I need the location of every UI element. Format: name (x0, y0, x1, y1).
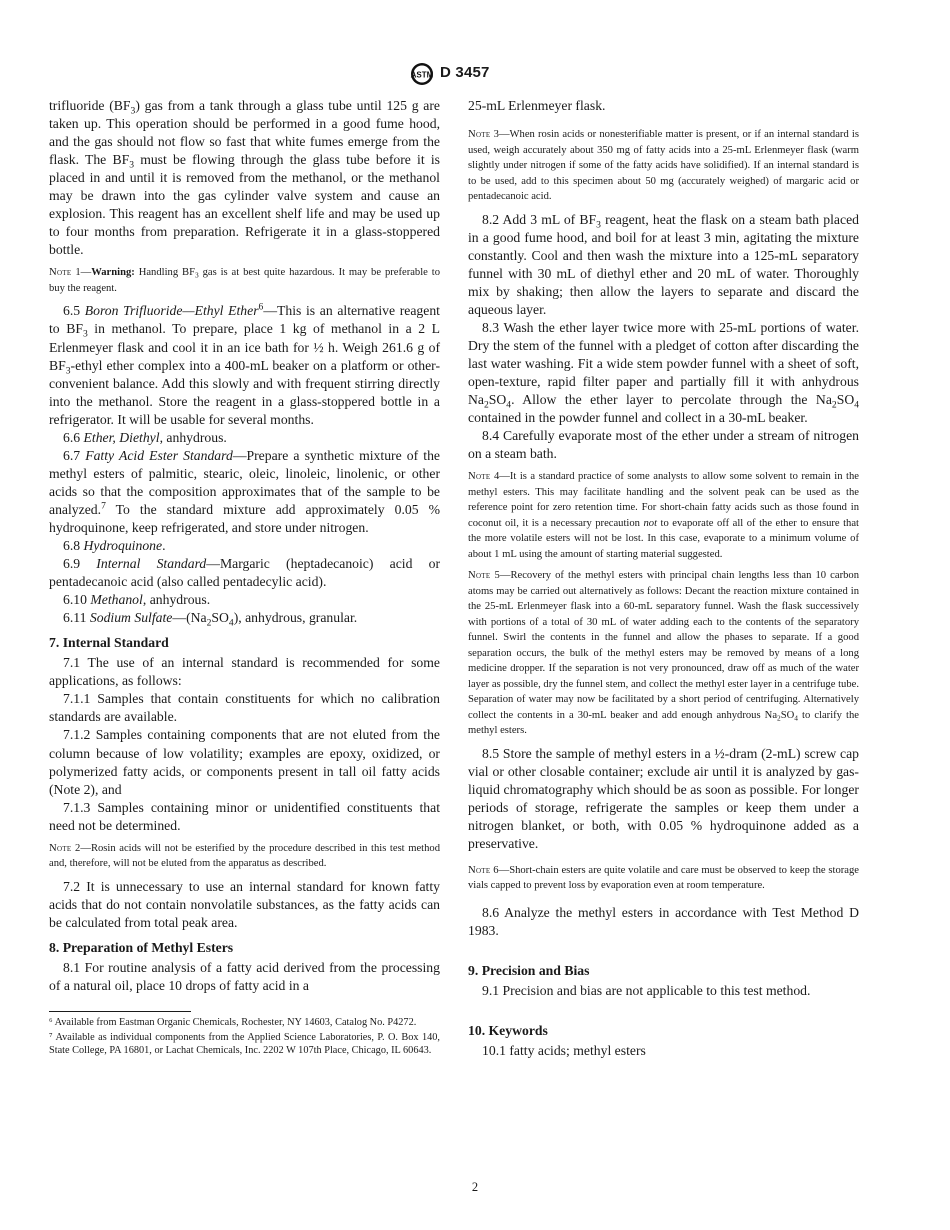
svg-text:ASTM: ASTM (410, 70, 434, 80)
paragraph-7-1: 7.1 The use of an internal standard is recommended for some applications, as follows: (49, 655, 440, 689)
paragraph-6-6: 6.6 Ether, Diethyl, anhydrous. (63, 429, 227, 445)
paragraph-6-7: 6.7 Fatty Acid Ester Standard—Prepare a synthetic mixture of the methyl esters of palmitic, stearic, oleic, linoleic, linolenic, or other acids so that the composition approximates that of the sample to be analyzed.$^7$ To the standard mixture add approximately 0.05 % hydroquinone, keep refrigerated, and store under nitrogen. (49, 447, 441, 535)
left-column (49, 97, 440, 1058)
note-2: Note 2—Rosin acids will not be esterified by the procedure described in this test method and, therefore, will not be eluted from the apparatus as described. (49, 842, 440, 870)
paragraph-8-2: 8.2 Add 3 mL of $BF_3$ reagent, heat the flask on a steam bath placed in a good fume hood, and boil for at least 3 min, agitating the mixture constantly. Cool and then wash the mixture into a 125-mL separatory funnel with 30 mL of diethyl ether and 20 mL of water. Thoroughly mix by shaking; then allow the layers to separate and discard the aqueous layer. (468, 211, 859, 317)
paragraph-8-6: 8.6 Analyze the methyl esters in accordance with Test Method D 1983. (468, 904, 859, 939)
paragraph-8-4: 8.4 Carefully evaporate most of the ether under a stream of nitrogen on a steam bath. (468, 428, 859, 462)
page-number: 2 (471, 1180, 479, 1194)
paragraph-8-1: 8.1 For routine analysis of a fatty acid derived from the processing of a natural oil, place 10 drops of fatty acid in a (49, 959, 440, 993)
paragraph-6-8: 6.8 Hydroquinone. (63, 538, 166, 554)
paragraph-10-1: 10.1 fatty acids; methyl esters (482, 1043, 646, 1059)
footnote-6: ⁶ Available from Eastman Organic Chemicals, Rochester, NY 14603, Catalog No. P4272. (49, 1016, 417, 1028)
section-heading-9: 9. Precision and Bias (468, 963, 590, 979)
paragraph-7-1-1: 7.1.1 Samples that contain constituents for which no calibration standards are available. (49, 691, 440, 725)
right-column (468, 97, 859, 1060)
document-designation: D 3457 (440, 64, 490, 81)
note-6: Note 6—Short-chain esters are quite volatile and care must be observed to keep the storage vials capped to prevent loss by evaporation even at room temperature. (468, 864, 859, 892)
page-header (0, 62, 950, 86)
note-1: Note 1—Warning: Handling $BF_3$ gas is at best quite hazardous. It may be preferable to buy the reagent. (49, 267, 440, 294)
paragraph-7-1-3: 7.1.3 Samples containing minor or unidentified constituents that need not be determined. (49, 799, 440, 833)
astm-logo-icon (410, 62, 434, 86)
paragraph-6-11: 6.11 Sodium $Sulfate—(Na_2SO_4)$, anhydrous, granular. (63, 610, 358, 629)
paragraph-7-2: 7.2 It is unnecessary to use an internal standard for known fatty acids that do not contain nonvolatile substances, as the fatty acids can be calculated from total peak area. (49, 878, 440, 930)
paragraph-6-10: 6.10 Methanol, anhydrous. (63, 592, 211, 608)
note-5: Note 5—Recovery of the methyl esters with principal chain lengths less than 10 carbon atoms may be carried out alternatively as follows: Decant the reaction mixture contained in the 25-mL Erlenmeyer flask into a 60-mL separatory funnel. Wash the flask successively with portions of a total of 30 mL of water adding each to the contents of the separatory funnel. Swirl the contents in the funnel and allow the phases to separate. If a good separation occurs, the bulk of the methyl esters may be removed by means of a long medicine dropper. If the separation is not very pronounced, draw off as much of the water layer as possible, dry the funnel stem, and collect the methyl ester layer in a centrifuge tube. Separation of water may now be facilitated by a short period of centrifuging. Alternatively collect the contents in a 30-mL beaker and add enough anhydrous $Na_2SO_4$ to clarify the methyl esters. (468, 570, 859, 737)
note-3: Note 3—When rosin acids or nonesterifiable matter is present, or if an internal standard is used, weigh accurately about 350 mg of fatty acids into a 25-mL Erlenmeyer flask (warm slightly under nitrogen if some of the fatty acids have solidified). If an internal standard is to be used, add to this specimen about 50 mg (accurately weighed) of margaric acid or pentadecanoic acid. (468, 129, 859, 203)
paragraph-9-1: 9.1 Precision and bias are not applicable to this test method. (482, 983, 811, 999)
paragraph-6-9: 6.9 Internal Standard—Margaric (heptadecanoic) acid or pentadecanoic acid (also called pentadecylic acid). (49, 556, 440, 590)
paragraph-7-1-2: 7.1.2 Samples containing components that are not eluted from the column because of low volatility; examples are epoxy, oxidized, or polymerized fatty acids, or components present in tall oil fatty acids (Note 2), and (49, 727, 440, 797)
paragraph-bf3-continued: trifluoride $(BF_3)$ gas from a tank through a glass tube until 125 g are taken up. This operation should be performed in a good fume hood, and the gas should not flow so fast that white fumes emerge from the flask. The $BF_3$ must be flowing through the glass tube before it is placed in and until it is removed from the methanol, or the methanol may be drawn into the gas cylinder valve system and cause an explosion. This reagent has an excellent shelf life and may be used up to four months from preparation. Refrigerate it in a glass-stoppered bottle. (49, 98, 440, 258)
paragraph-8-5: 8.5 Store the sample of methyl esters in a ½-dram (2-mL) screw cap vial or other closable container; exclude air until it is analyzed by gas-liquid chromatography which should be as soon as possible. For longer periods of storage, refrigerate the samples or keep them under a nitrogen blanket, or both, with 0.05 % hydroquinone added as a preservative. (468, 745, 859, 851)
paragraph-8-3: 8.3 Wash the ether layer twice more with 25-mL portions of water. Dry the stem of the funnel with a pledget of cotton after discarding the last water washing. Fit a wide stem powder funnel with a sheet of soft, open-texture, rapid filter paper and partially fill it with anhydrous $Na_2SO_4$. Allow the ether layer to percolate through the $Na_2SO_4$ contained in the powder funnel and collect in a 30-mL beaker. (468, 319, 859, 426)
footnote-divider (49, 1011, 191, 1012)
section-heading-7: 7. Internal Standard (49, 635, 169, 651)
footnote-7: ⁷ Available as individual components from the Applied Science Laboratories, P. O. Box 140, State College, PA 16801, or Lachat Chemicals, Inc. 2202 W 107th Place, Chicago, IL 60643. (49, 1031, 440, 1057)
section-heading-8: 8. Preparation of Methyl Esters (49, 939, 234, 955)
paragraph-6-5: 6.5 Boron Trifluoride—Ethyl Ether$^6$—This is an alternative reagent to $BF_3$ in methanol. To prepare, place 1 kg of methanol in a 2 L Erlenmeyer flask and cool it in an ice bath for ½ h. Weigh 261.6 g of $BF_3$-ethyl ether complex into a 400-mL beaker on a platform or other-convenient balance. Add this slowly and with frequent stirring directly into the methanol. Store the reagent in a glass-stoppered bottle in a refrigerator. It will be usable for several months. (49, 302, 440, 427)
section-heading-10: 10. Keywords (468, 1023, 548, 1039)
note-4: Note 4—It is a standard practice of some analysts to allow some solvent to remain in the methyl esters. This may facilitate handling and the solvent peak can be used as the reference point for zero retention time. For short-chain fatty acids such as those found in coconut oil, it is a necessary precaution not to evaporate off all of the ether to ensure that the more volatile esters will not be lost. In this case, evaporate to a minimum volume of about 1 mL using the amount of starting material suggested. (468, 471, 859, 560)
paragraph-8-1-continued: 25-mL Erlenmeyer flask. (468, 98, 606, 113)
